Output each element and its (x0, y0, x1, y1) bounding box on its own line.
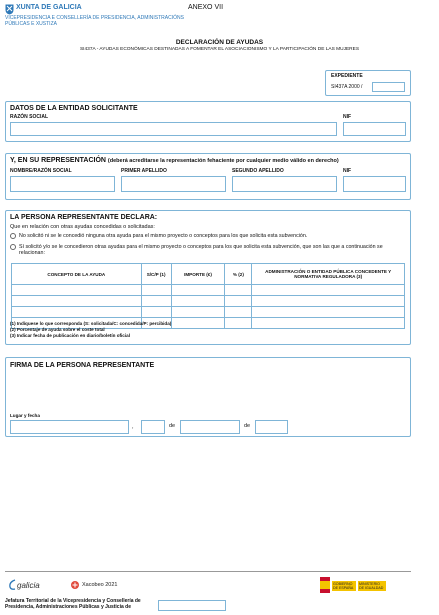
note-3: (3) Indicar fecha de publicación en diario/boletín oficial (10, 333, 130, 338)
primer-apellido-field[interactable] (121, 176, 226, 192)
table-cell[interactable] (225, 318, 252, 329)
table-cell[interactable] (252, 318, 405, 329)
representante-nif-field[interactable] (343, 176, 406, 192)
spain-flag-icon (320, 577, 330, 593)
lugar-field[interactable] (10, 420, 129, 434)
de-sep-1: de (169, 423, 176, 429)
galicia-swirl-icon (7, 579, 17, 591)
annex-label: ANEXO VII (188, 4, 224, 11)
table-cell[interactable] (225, 307, 252, 318)
razon-social-field[interactable] (10, 122, 337, 136)
doc-subtitle: SI437A - AYUDAS ECONÓMICAS DESTINADAS A FOMENTAR EL ASOCIACIONISMO Y LA PARTICIPACIÓN DE LAS MUJERES (79, 47, 360, 52)
galicia-logo: galicia (17, 581, 40, 590)
footer-divider (5, 571, 411, 572)
gobierno-logo: GOBIERNO DE ESPAÑA (332, 581, 356, 591)
col-concepto: CONCEPTO DE LA AYUDA (12, 264, 142, 285)
table-cell[interactable] (171, 307, 225, 318)
table-cell[interactable] (252, 296, 405, 307)
table-cell[interactable] (141, 285, 171, 296)
nombre-label: NOMBRE/RAZÓN SOCIAL (10, 168, 72, 174)
de-sep-2: de (244, 423, 251, 429)
table-cell[interactable] (12, 296, 142, 307)
table-cell[interactable] (252, 307, 405, 318)
table-cell[interactable] (12, 285, 142, 296)
table-cell[interactable] (171, 285, 225, 296)
expediente-number-field[interactable] (372, 82, 405, 92)
expediente-prefix: SI437A 2000 / (331, 84, 363, 90)
table-cell[interactable] (225, 285, 252, 296)
xacobeo-icon (70, 580, 80, 590)
table-row (12, 307, 405, 318)
doc-title: DECLARACIÓN DE AYUDAS (175, 39, 264, 46)
representacion-title-note: (deberá acreditarse la representación fehaciente por cualquier medio válido en derecho) (107, 158, 339, 164)
mes-field[interactable] (180, 420, 240, 434)
org-subtitle: VICEPRESIDENCIA E CONSELLERÍA DE PRESIDENCIA, ADMINISTRACIÓNS PÚBLICAS E XUSTIZA (5, 15, 184, 27)
lugar-fecha-label: Lugar y fecha (10, 413, 40, 418)
xacobeo-logo: Xacobeo 2021 (82, 582, 118, 588)
firma-title: FIRMA DE LA PERSONA REPRESENTANTE (10, 362, 155, 369)
note-2: (2) Porcentaje de ayuda sobre el coste total (10, 327, 105, 332)
declara-title: LA PERSONA REPRESENTANTE DECLARA: (10, 214, 158, 221)
segundo-apellido-field[interactable] (232, 176, 337, 192)
table-cell[interactable] (171, 296, 225, 307)
table-row (12, 285, 405, 296)
col-administracion: ADMINISTRACIÓN O ENTIDAD PÚBLICA CONCEDENTE Y NORMATIVA REGULADORA (3) (252, 264, 405, 285)
table-cell[interactable] (141, 307, 171, 318)
entidad-title: DATOS DE LA ENTIDAD SOLICITANTE (10, 105, 138, 112)
table-cell[interactable] (225, 296, 252, 307)
no-solicito-text: No solicitó ni se le concedió ninguna otra ayuda para el mismo proyecto o conceptos para los que solicita esta subvención. (19, 233, 308, 239)
segundo-apellido-label: SEGUNDO APELLIDO (232, 168, 284, 174)
nombre-field[interactable] (10, 176, 115, 192)
table-cell[interactable] (141, 296, 171, 307)
no-solicito-radio[interactable] (10, 233, 16, 239)
office-location-field[interactable] (158, 600, 226, 611)
ministerio-logo: MINISTERIO DE IGUALDAD (358, 581, 386, 591)
expediente-label: EXPEDIENTE (331, 73, 363, 79)
comma-sep: , (132, 424, 134, 430)
org-name: XUNTA DE GALICIA (16, 4, 82, 11)
table-cell[interactable] (171, 318, 225, 329)
declara-intro: Que en relación con otras ayudas concedidas o solicitadas: (10, 224, 155, 230)
ayudas-table (11, 263, 405, 329)
office-text: Jefatura Territorial de la Vicepresidencia y Consellería de Presidencia, Administraciones Públicas y Justicia de (5, 598, 141, 610)
representante-nif-label: NIF (343, 168, 352, 174)
entidad-nif-field[interactable] (343, 122, 406, 136)
note-1: (1) Indíquese lo que corresponda (S: solicitada/C: concedida/P: percibida) (10, 321, 172, 326)
representacion-title-main: Y, EN SU REPRESENTACIÓN (10, 157, 106, 164)
table-row (12, 296, 405, 307)
ano-field[interactable] (255, 420, 288, 434)
col-importe: IMPORTE (€) (171, 264, 225, 285)
razon-social-label: RAZÓN SOCIAL (10, 114, 49, 120)
col-scp: S/C/P (1) (141, 264, 171, 285)
table-cell[interactable] (252, 285, 405, 296)
col-porcentaje: % (2) (225, 264, 252, 285)
si-solicito-radio[interactable] (10, 244, 16, 250)
entidad-nif-label: NIF (343, 114, 352, 120)
dia-field[interactable] (141, 420, 165, 434)
representacion-title (10, 157, 339, 165)
xunta-shield-icon (5, 4, 14, 15)
table-cell[interactable] (12, 307, 142, 318)
si-solicito-text: Sí solicitó y/o se le concedieron otras ayudas para el mismo proyecto o conceptos para los que solicita esta subvención, que son las que a continuación se relacionan: (19, 244, 383, 257)
primer-apellido-label: PRIMER APELLIDO (121, 168, 167, 174)
